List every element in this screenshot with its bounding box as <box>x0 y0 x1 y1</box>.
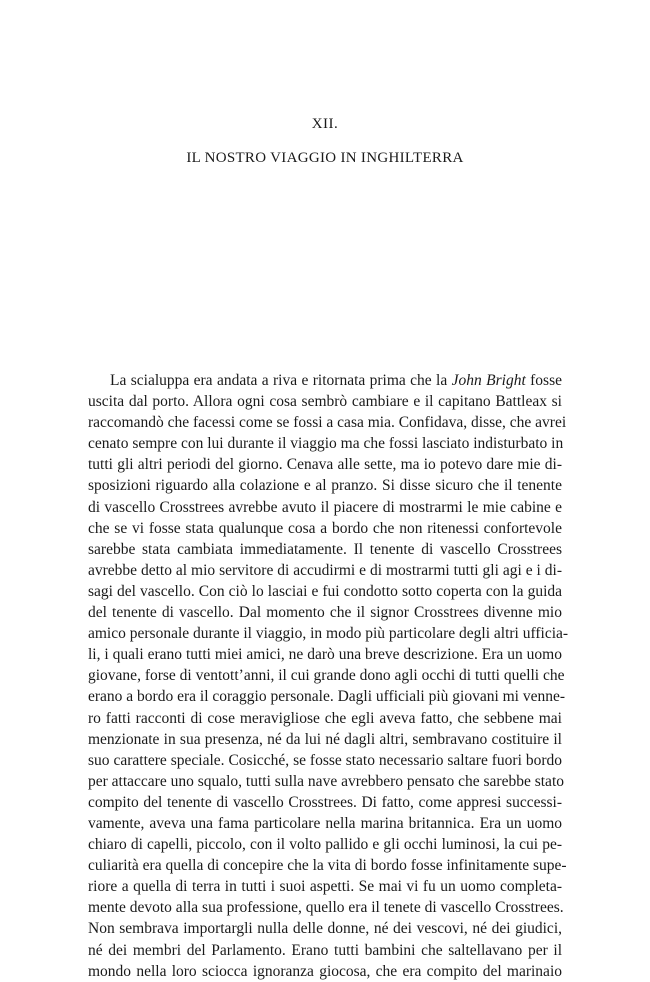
body-line: giovane, forse di ventott’anni, il cui grande dono agli occhi di tutti quelli che <box>88 667 565 685</box>
body-line: erano a bordo era il coraggio personale. Dagli ufficiali più giovani mi venne- <box>88 688 566 706</box>
body-line: vamente, aveva una fama particolare nella marina britannica. Era un uomo <box>88 814 562 832</box>
body-line: riore a quella di terra in tutti i suoi aspetti. Se mai vi fu un uomo completa- <box>88 878 562 896</box>
body-line: chiaro di capelli, piccolo, con il volto pallido e gli occhi luminosi, la cui pe- <box>88 836 562 854</box>
chapter-title: IL NOSTRO VIAGGIO IN INGHILTERRA <box>186 150 464 166</box>
chapter-body <box>88 370 569 982</box>
body-line: compito del tenente di vascello Crosstrees. Di fatto, come appresi successi- <box>88 793 562 811</box>
body-line: uscita dal porto. Allora ogni cosa sembrò cambiare e il capitano Battleax si <box>88 393 562 411</box>
body-line: sarebbe stata cambiata immediatamente. Il tenente di vascello Crosstrees <box>88 540 562 558</box>
body-line: raccomandò che facessi come se fossi a casa mia. Confidava, disse, che avrei <box>88 414 567 432</box>
body-line: per attaccare uno squalo, tutti sulla nave avrebbero pensato che sarebbe stato <box>88 772 564 790</box>
body-line: ro fatti racconti di cose meravigliose che egli aveva fatto, che sebbene mai <box>88 709 562 727</box>
body-line: Non sembrava importargli nulla delle donne, né dei vescovi, né dei giudici, <box>88 920 562 938</box>
body-line: li, i quali erano tutti miei amici, ne darò una breve descrizione. Era un uomo <box>88 646 562 664</box>
body-line: del tenente di vascello. Dal momento che il signor Crosstrees divenne mio <box>88 604 562 622</box>
body-line: cenato sempre con lui durante il viaggio ma che fossi lasciato indisturbato in <box>88 435 564 453</box>
ship-name: John Bright <box>451 372 526 389</box>
body-line: suo carattere speciale. Cosicché, se fosse stato necessario saltare fuori bordo <box>88 751 562 769</box>
body-line-text: fosse <box>525 372 562 389</box>
body-line: mente devoto alla sua professione, quello era il tenete di vascello Crosstrees. <box>88 899 564 917</box>
body-line: mondo nella loro sciocca ignoranza giocosa, che era compito del marinaio <box>88 962 562 980</box>
body-line: tutti gli altri periodi del giorno. Cenava alle sette, ma io potevo dare mie di- <box>88 456 562 474</box>
body-line: sagi del vascello. Con ciò lo lasciai e fui condotto sotto coperta con la guida <box>88 582 562 600</box>
body-line: culiarità era quella di concepire che la vita di bordo fosse infinitamente supe- <box>88 857 567 875</box>
body-line: menzionate in sua presenza, né da lui né dagli altri, sembravano costituire il <box>88 730 562 748</box>
body-line: amico personale durante il viaggio, in modo più particolare degli altri ufficia- <box>88 625 569 643</box>
body-line: avrebbe detto al mio servitore di accudirmi e di mostrarmi tutti gli agi e i di- <box>88 561 562 579</box>
body-line: sposizioni riguardo alla colazione e al pranzo. Si disse sicuro che il tenente <box>88 477 562 495</box>
body-line: di vascello Crosstrees avrebbe avuto il piacere di mostrarmi le mie cabine e <box>88 498 562 516</box>
body-line <box>88 370 562 391</box>
body-line: né dei membri del Parlamento. Erano tutti bambini che saltellavano per il <box>88 941 562 959</box>
body-line-text: La scialuppa era andata a riva e ritornata prima che la <box>110 372 452 389</box>
chapter-number: XII. <box>311 116 339 132</box>
body-line: che se vi fosse stata qualunque cosa a bordo che non ritenessi confortevole <box>88 519 562 537</box>
